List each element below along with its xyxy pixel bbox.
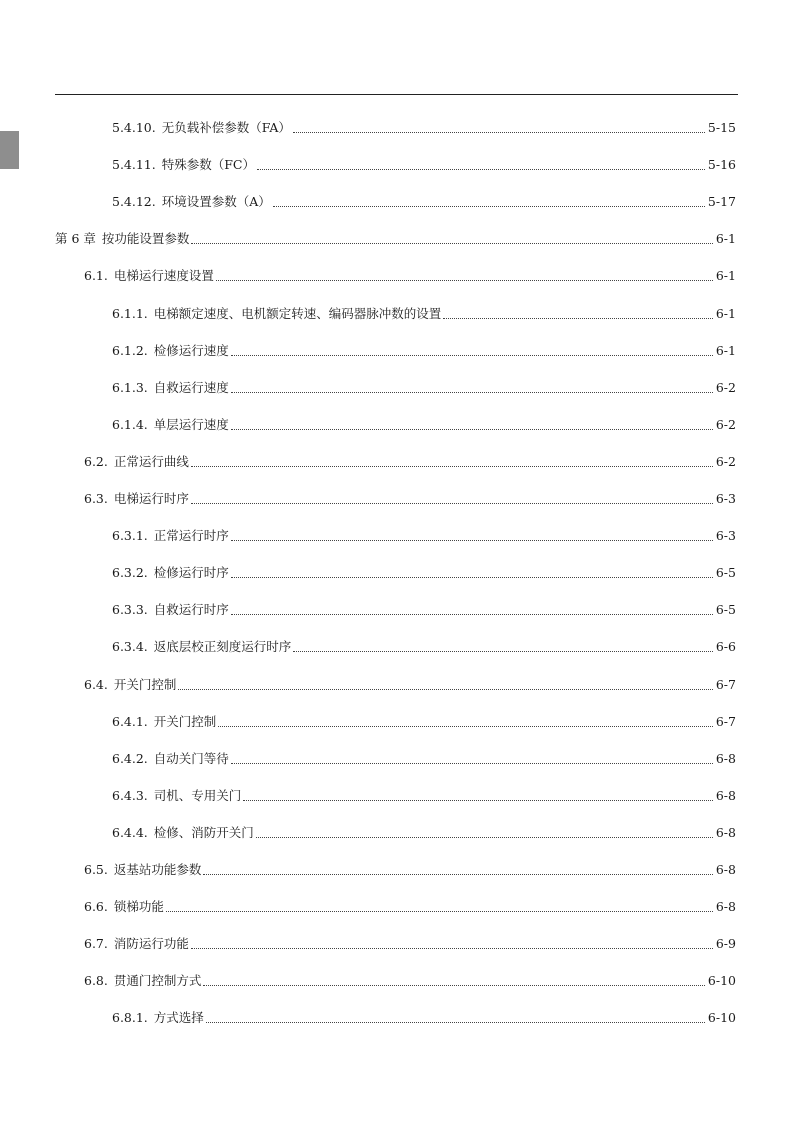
toc-entry-title: 自救运行速度: [153, 379, 229, 395]
toc-entry[interactable]: [112, 190, 736, 210]
toc-entry[interactable]: [112, 635, 736, 655]
toc-entry-title: 正常运行时序: [153, 528, 229, 544]
toc-dot-leader: [231, 539, 713, 541]
toc-dot-leader: [231, 576, 713, 578]
toc-entry-number: 6.1.1.: [112, 305, 148, 321]
toc-entry[interactable]: [112, 524, 736, 544]
toc-entry-title: 正常运行曲线: [113, 453, 189, 469]
toc-dot-leader: [218, 725, 713, 727]
toc-entry[interactable]: [112, 598, 736, 618]
toc-entry-title: 环境设置参数（A）: [161, 194, 271, 210]
toc-dot-leader: [191, 947, 713, 949]
toc-entry-title: 检修运行速度: [153, 342, 229, 358]
toc-entry-title: 按功能设置参数: [101, 231, 190, 247]
toc-entry-title: 锁梯功能: [113, 899, 164, 915]
toc-entry-page: 5-17: [707, 194, 736, 210]
toc-entry-page: 6-8: [715, 862, 736, 877]
toc-entry-title: 检修运行时序: [153, 565, 229, 581]
toc-entry-page: 5-15: [707, 120, 736, 135]
toc-entry-title: 开关门控制: [113, 676, 177, 692]
toc-entry[interactable]: [112, 376, 736, 396]
toc-entry-page: 6-8: [715, 787, 736, 803]
toc-entry-title: 司机、专用关门: [153, 787, 242, 803]
toc-entry-number: 6.3.2.: [112, 565, 148, 581]
toc-entry-number: 6.1.2.: [112, 342, 148, 358]
toc-entry[interactable]: [112, 413, 736, 433]
toc-entry-number: 6.4.4.: [112, 824, 148, 840]
toc-entry-title: 消防运行功能: [113, 936, 189, 952]
toc-entry-number: 5.4.11.: [112, 157, 156, 173]
toc-entry-page: 5-16: [707, 157, 736, 173]
toc-entry-number: 6.4.1.: [112, 713, 148, 729]
toc-entry-number: 6.3.: [84, 491, 108, 506]
toc-entry-title: 电梯运行速度设置: [113, 268, 214, 284]
toc-entry-title: 自动关门等待: [153, 750, 229, 766]
toc-entry-title: 特殊参数（FC）: [161, 157, 255, 173]
toc-entry-number: 5.4.12.: [112, 194, 156, 210]
toc-entry[interactable]: [112, 339, 736, 359]
toc-dot-leader: [178, 688, 712, 690]
toc-entry-page: 6-5: [715, 565, 736, 581]
toc-dot-leader: [293, 131, 705, 133]
toc-dot-leader: [231, 613, 713, 615]
toc-entry[interactable]: [112, 153, 736, 173]
toc-dot-leader: [231, 354, 713, 356]
toc-dot-leader: [191, 242, 712, 244]
toc-entry-number: 6.3.3.: [112, 602, 148, 618]
toc-entry-number: 6.8.: [84, 973, 108, 989]
toc-dot-leader: [203, 873, 712, 875]
toc-dot-leader: [203, 984, 705, 986]
toc-entry[interactable]: [55, 227, 736, 247]
toc-entry-page: 6-3: [715, 491, 736, 506]
toc-entry-number: 第 6 章: [55, 231, 96, 247]
toc-entry[interactable]: [112, 784, 736, 804]
toc-entry[interactable]: [112, 561, 736, 581]
toc-entry-page: 6-1: [715, 268, 736, 284]
toc-dot-leader: [231, 391, 713, 393]
toc-entry-number: 6.1.: [84, 268, 108, 284]
toc-entry-page: 6-1: [715, 342, 736, 358]
toc-entry[interactable]: [84, 895, 736, 915]
toc-entry-page: 6-9: [715, 936, 736, 952]
toc-entry-page: 6-2: [715, 379, 736, 395]
toc-entry[interactable]: [84, 264, 736, 284]
toc-entry[interactable]: [84, 450, 736, 470]
toc-entry-title: 电梯运行时序: [113, 491, 189, 506]
toc-entry[interactable]: [84, 487, 736, 507]
toc-entry[interactable]: [112, 747, 736, 767]
toc-entry-title: 开关门控制: [153, 713, 217, 729]
toc-dot-leader: [166, 910, 713, 912]
toc-entry-number: 6.4.3.: [112, 787, 148, 803]
toc-entry-title: 单层运行速度: [153, 416, 229, 432]
toc-entry-number: 6.3.1.: [112, 528, 148, 544]
toc-entry[interactable]: [84, 969, 736, 989]
toc-entry-number: 6.5.: [84, 862, 108, 877]
toc-dot-leader: [231, 428, 713, 430]
toc-entry-page: 6-3: [715, 528, 736, 544]
toc-dot-leader: [293, 650, 713, 652]
toc-entry-number: 6.1.4.: [112, 416, 148, 432]
toc-entry-title: 贯通门控制方式: [113, 973, 202, 989]
toc-entry-page: 6-1: [715, 231, 736, 247]
toc-entry[interactable]: [84, 858, 736, 878]
toc-dot-leader: [206, 1021, 705, 1023]
toc-entry-title: 返底层校正刻度运行时序: [153, 639, 292, 655]
toc-entry[interactable]: [84, 932, 736, 952]
toc-entry-title: 无负载补偿参数（FA）: [161, 120, 291, 135]
toc-dot-leader: [257, 168, 705, 170]
toc-dot-leader: [231, 762, 713, 764]
toc-entry[interactable]: [112, 710, 736, 730]
toc-dot-leader: [443, 317, 713, 319]
toc-entry-title: 返基站功能参数: [113, 862, 202, 877]
toc-dot-leader: [273, 205, 705, 207]
toc-dot-leader: [216, 279, 713, 281]
toc-entry-number: 6.8.1.: [112, 1010, 148, 1026]
toc-entry-title: 电梯额定速度、电机额定转速、编码器脉冲数的设置: [153, 305, 442, 321]
toc-entry-title: 检修、消防开关门: [153, 824, 254, 840]
toc-entry[interactable]: [84, 673, 736, 693]
toc-entry[interactable]: [112, 302, 736, 322]
toc-entry-page: 6-7: [715, 676, 736, 692]
toc-entry-number: 5.4.10.: [112, 120, 156, 135]
toc-entry-number: 6.6.: [84, 899, 108, 915]
toc-entry-number: 6.1.3.: [112, 379, 148, 395]
toc-entry-page: 6-7: [715, 713, 736, 729]
toc-entry-number: 6.4.2.: [112, 750, 148, 766]
toc-entry-title: 方式选择: [153, 1010, 204, 1026]
toc-entry-page: 6-2: [715, 453, 736, 469]
toc-entry[interactable]: [112, 116, 736, 136]
toc-dot-leader: [191, 502, 713, 504]
toc-entry-page: 6-8: [715, 824, 736, 840]
toc-dot-leader: [256, 836, 713, 838]
toc-entry-page: 6-8: [715, 750, 736, 766]
toc-entry-page: 6-1: [715, 305, 736, 321]
toc-entry-number: 6.2.: [84, 453, 108, 469]
toc-entry-page: 6-8: [715, 899, 736, 915]
toc-entry[interactable]: [112, 1006, 736, 1026]
toc-dot-leader: [243, 799, 713, 801]
toc-entry-page: 6-2: [715, 416, 736, 432]
toc-entry-number: 6.7.: [84, 936, 108, 952]
toc-entry-page: 6-6: [715, 639, 736, 655]
toc-entry-page: 6-5: [715, 602, 736, 618]
toc-entry-number: 6.3.4.: [112, 639, 148, 655]
toc-dot-leader: [191, 465, 713, 467]
toc-entry-page: 6-10: [707, 973, 736, 989]
toc-entry-number: 6.4.: [84, 676, 108, 692]
toc-entry-page: 6-10: [707, 1010, 736, 1026]
toc-entry-title: 自救运行时序: [153, 602, 229, 618]
toc-entry[interactable]: [112, 821, 736, 841]
